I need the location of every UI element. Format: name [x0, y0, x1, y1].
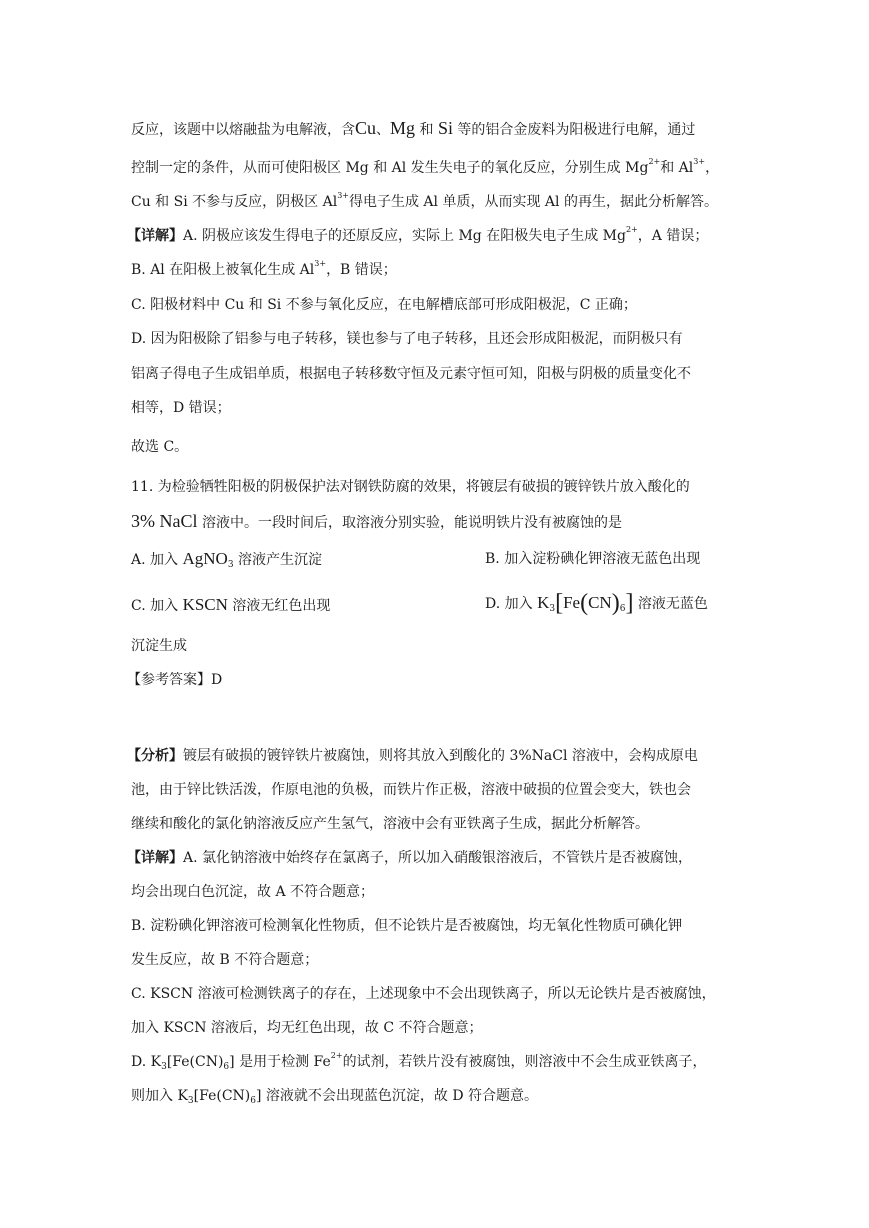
text-run: B. Al 在阳极上被氧化生成 Al	[131, 262, 315, 278]
detail-b-line	[131, 260, 751, 280]
option-a	[131, 548, 322, 571]
detail2-b-line-2: 发生反应，故 B 不符合题意；	[131, 952, 319, 968]
text-run: A. 氯化钠溶液中始终存在氯离子，所以加入硝酸银溶液后，不管铁片是否被腐蚀，	[183, 850, 693, 866]
subscript: 6	[223, 1062, 230, 1072]
text-run: A. 阴极应该发生得电子的还原反应，实际上 Mg 在阳极失电子生成 Mg	[183, 228, 626, 244]
formula-fe: Fe	[563, 593, 581, 612]
superscript: 3+	[693, 157, 706, 166]
detail2-c-line-2: 加入 KSCN 溶液后，均无红色出现，故 C 不符合题意；	[131, 1020, 483, 1036]
text-run: 溶液无红色出现	[227, 598, 331, 614]
text-run: D. K	[131, 1054, 162, 1070]
subscript: 6	[250, 1096, 256, 1106]
text-run: Cu 和 Si 不参与反应，阴极区 Al	[131, 194, 338, 210]
text-run: 和 Al	[660, 160, 694, 176]
reference-answer: 【参考答案】D	[127, 672, 223, 688]
analysis-line-3	[131, 192, 751, 212]
text-run: A. 加入	[131, 552, 183, 568]
subscript: 6	[619, 604, 626, 614]
paren: (	[580, 590, 589, 616]
superscript: 3+	[337, 191, 349, 200]
answer-line: 故选 C。	[131, 439, 189, 455]
subscript: 3	[227, 560, 234, 570]
bracket: ]	[625, 590, 634, 616]
formula-si: Si	[437, 118, 453, 138]
subscript: 3	[549, 604, 556, 614]
detail2-b-line-1: B. 淀粉碘化钾溶液可检测氧化性物质，但不论铁片是否被腐蚀，均无氧化性物质可碘化钾	[131, 918, 683, 934]
text-run: 镀层有破损的镀锌铁片被腐蚀，则将其放入到酸化的 3%NaCl 溶液中，会构成原电	[183, 748, 698, 764]
text-run: 溶液中。一段时间后，取溶液分别实验，能说明铁片没有被腐蚀的是	[197, 515, 622, 531]
analysis2-line-1	[127, 746, 747, 766]
subscript: 3	[161, 1062, 167, 1072]
subscript: 3	[187, 1096, 194, 1106]
detail-tag: 【详解】	[127, 850, 183, 866]
option-b: B. 加入淀粉碘化钾溶液无蓝色出现	[485, 551, 701, 567]
text-run: ] 是用于检测 Fe	[229, 1054, 331, 1070]
text-run: ，A 错误；	[637, 228, 709, 244]
superscript: 2+	[648, 157, 661, 166]
formula-nacl: 3% NaCl	[131, 511, 198, 531]
detail2-a-line-1	[127, 848, 747, 868]
detail-d-line-2: 铝离子得电子生成铝单质，根据电子转移数守恒及元素守恒可知，阳极与阴极的质量变化不	[131, 366, 691, 382]
text-run: 控制一定的条件，从而可使阳极区 Mg 和 Al 发生失电子的氧化反应，分别生成 Mg	[131, 160, 649, 176]
superscript: 2+	[625, 225, 638, 234]
text-run: 等的铝合金废料为阳极进行电解，通过	[452, 122, 696, 138]
text-run: ，	[705, 160, 720, 176]
detail-d-line-1: D. 因为阳极除了铝参与电子转移，镁也参与了电子转移，且还会形成阳极泥，而阴极只有	[131, 331, 683, 347]
detail2-a-line-2: 均会出现白色沉淀，故 A 不符合题意；	[131, 884, 375, 900]
text-run: 则加入 K	[131, 1088, 188, 1104]
detail2-c-line-1: C. KSCN 溶液可检测铁离子的存在，上述现象中不会出现铁离子，所以无论铁片是否被腐蚀，	[131, 986, 716, 1002]
formula-agno3: AgNO	[182, 549, 228, 568]
analysis-line-2	[131, 158, 751, 178]
analysis-tag: 【分析】	[127, 748, 183, 764]
superscript: 2+	[330, 1051, 343, 1060]
text-run: D. 加入	[485, 596, 538, 612]
formula-cu: Cu	[355, 118, 377, 138]
option-d	[485, 592, 708, 615]
formula-k: K	[537, 593, 550, 612]
option-d-continued: 沉淀生成	[131, 638, 187, 654]
formula-kscn: KSCN	[182, 595, 228, 614]
text-run: 的试剂，若铁片没有被腐蚀，则溶液中不会生成亚铁离子，	[342, 1054, 707, 1070]
paren: )	[611, 590, 620, 616]
detail-tag: 【详解】	[127, 228, 183, 244]
question-11-line-1: 11. 为检验牺牲阳极的阴极保护法对钢铁防腐的效果，将镀层有破损的镀锌铁片放入酸化的	[131, 479, 690, 495]
text-run: 、	[376, 122, 391, 138]
detail-a-line	[127, 226, 747, 246]
analysis2-line-3: 继续和酸化的氯化钠溶液反应产生氢气，溶液中会有亚铁离子生成，据此分析解答。	[131, 816, 649, 832]
analysis2-line-2: 池，由于锌比铁活泼，作原电池的负极，而铁片作正极，溶液中破损的位置会变大，铁也会	[131, 782, 691, 798]
bracket: [	[555, 590, 564, 616]
text-run: 溶液无蓝色	[633, 596, 708, 612]
text-run: 反应，该题中以熔融盐为电解液，含	[131, 122, 355, 138]
text-run: 溶液产生沉淀	[233, 552, 322, 568]
detail2-d-line-1	[131, 1052, 751, 1072]
detail-d-line-3: 相等，D 错误；	[131, 400, 231, 416]
text-run: 和	[415, 122, 438, 138]
formula-cn: CN	[588, 593, 612, 612]
text-run: ] 溶液就不会出现蓝色沉淀，故 D 符合题意。	[255, 1088, 539, 1104]
text-run: 得电子生成 Al 单质，从而实现 Al 的再生，据此分析解答。	[348, 194, 718, 210]
option-c	[131, 594, 330, 617]
formula-mg: Mg	[390, 118, 416, 138]
text-run: [Fe(CN)	[193, 1088, 251, 1104]
detail-c-line: C. 阳极材料中 Cu 和 Si 不参与氧化反应，在电解槽底部可形成阳极泥，C 正确；	[131, 297, 637, 313]
analysis-line-1	[131, 118, 751, 140]
text-run: C. 加入	[131, 598, 183, 614]
text-run: [Fe(CN)	[166, 1054, 224, 1070]
question-11-line-2	[131, 511, 751, 533]
text-run: ，B 错误；	[326, 262, 397, 278]
superscript: 3+	[314, 259, 327, 268]
detail2-d-line-2	[131, 1086, 751, 1106]
